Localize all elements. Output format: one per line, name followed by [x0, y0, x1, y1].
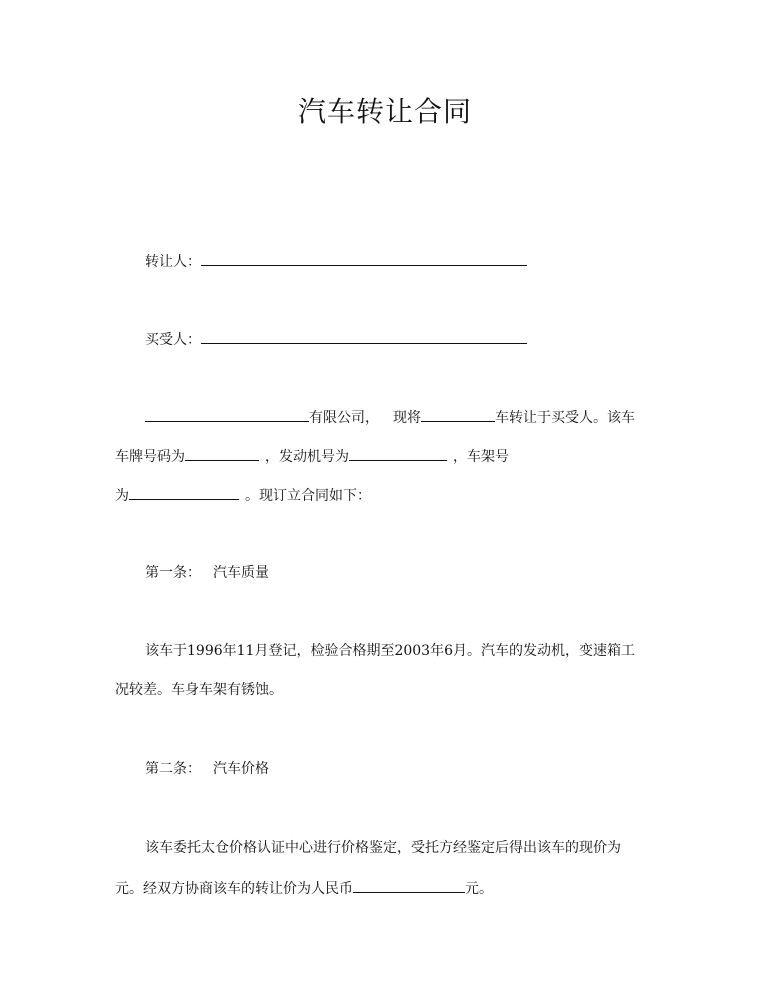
intro-line-1 — [145, 406, 635, 428]
plate-number-blank — [185, 445, 259, 461]
intro-line-3 — [115, 484, 371, 506]
transferee-blank — [201, 328, 527, 344]
transferee-line — [145, 328, 527, 350]
article1-heading — [145, 563, 269, 583]
page-title: 汽车转让合同 — [297, 95, 472, 128]
article2-text-2b: 元。 — [465, 881, 493, 897]
intro-text-7: 为 — [115, 488, 129, 504]
car-blank — [421, 406, 495, 422]
transferee-label: 买受人： — [145, 332, 201, 348]
intro-text-1: 有限公司， — [309, 410, 379, 426]
intro-text-2: 现将 — [393, 410, 421, 426]
intro-line-2 — [115, 445, 509, 467]
article2-heading — [145, 759, 269, 779]
transferor-line — [145, 250, 527, 272]
company-blank — [145, 406, 309, 422]
intro-text-5: ，发动机号为 — [265, 449, 349, 465]
intro-text-6: ，车架号 — [453, 449, 509, 465]
article1-number: 第一条： — [145, 565, 201, 581]
intro-text-8: 。现订立合同如下： — [245, 488, 371, 504]
price-blank — [353, 877, 465, 893]
transferor-label: 转让人： — [145, 254, 201, 270]
article2-number: 第二条： — [145, 761, 201, 777]
article1-title: 汽车质量 — [213, 565, 269, 581]
article2-title: 汽车价格 — [213, 761, 269, 777]
intro-text-4: 车牌号码为 — [115, 449, 185, 465]
article1-text-line-2: 况较差。车身车架有锈蚀。 — [115, 682, 283, 698]
intro-text-3: 车转让于买受人。该车 — [495, 410, 635, 426]
frame-number-blank — [129, 484, 239, 500]
transferor-blank — [201, 250, 527, 266]
engine-number-blank — [349, 445, 447, 461]
article2-text-2a: 元。经双方协商该车的转让价为人民币 — [115, 881, 353, 897]
article2-text-line-2 — [115, 877, 493, 899]
article1-text-line-1: 该车于1996年11月登记，检验合格期至2003年6月。汽车的发动机，变速箱工 — [145, 643, 635, 659]
article2-text-line-1: 该车委托太仓价格认证中心进行价格鉴定，受托方经鉴定后得出该车的现价为 — [145, 840, 621, 856]
